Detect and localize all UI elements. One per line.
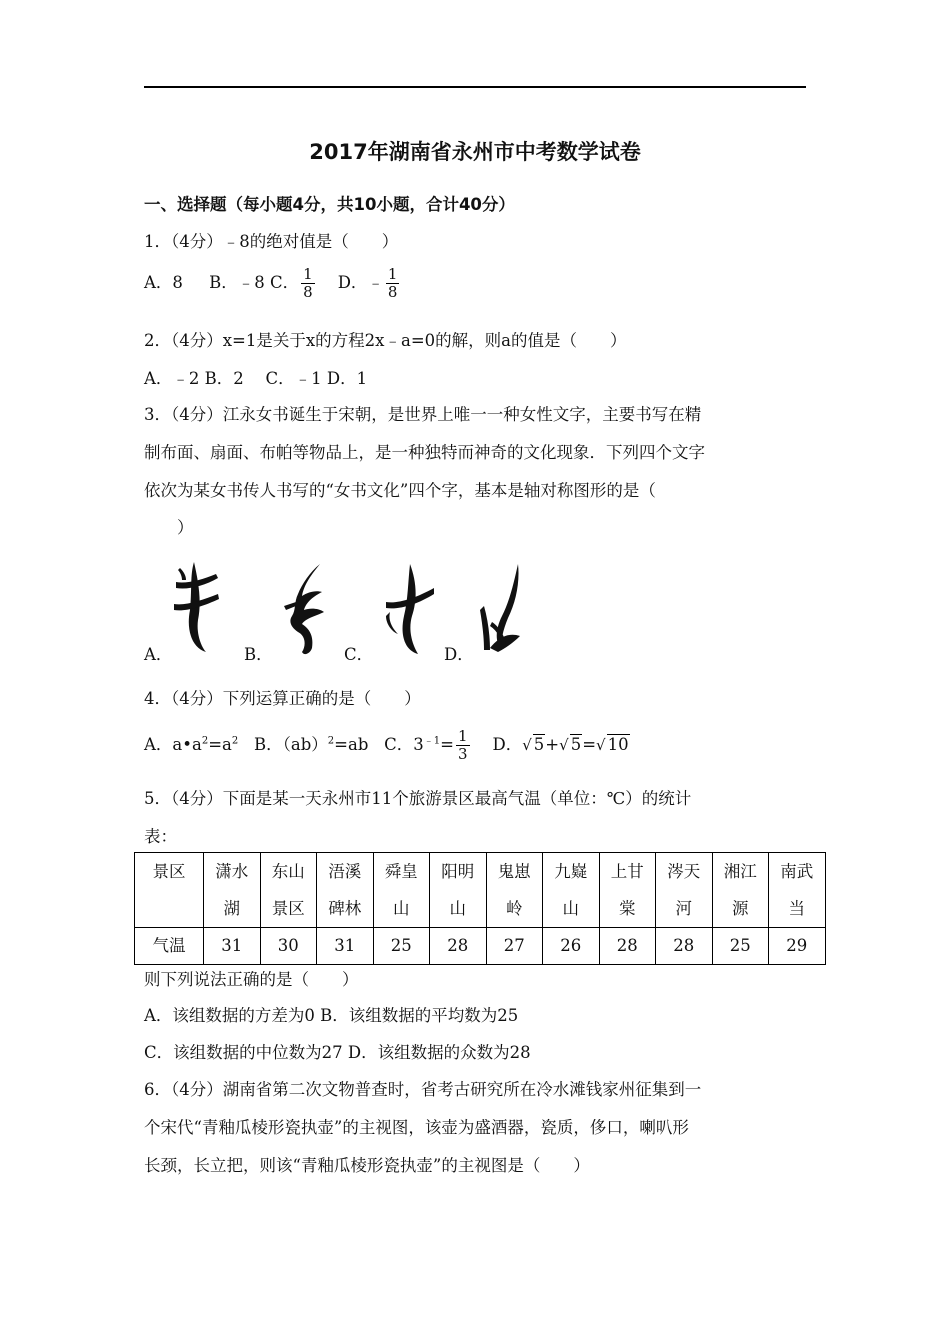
table-header-row — [135, 853, 826, 928]
q6-line-1: 6．（4分）湖南省第二次文物普查时，省考古研究所在冷水滩钱家州征集到一 — [144, 1080, 702, 1099]
q1-option-c: C． — [270, 273, 300, 292]
q4-d-equals: = — [582, 735, 597, 754]
q4-b-text: B．（ab） — [254, 735, 328, 754]
temp-cell: 29 — [769, 928, 826, 965]
q3-line-1: 3．（4分）江永女书诞生于宋朝，是世界上唯一一种女性文字，主要书写在精 — [144, 405, 702, 424]
nushu-glyph-a-image — [172, 560, 222, 655]
q1-stem: 1．（4分）﹣8的绝对值是（ ） — [144, 232, 399, 251]
q3-line-4: ） — [144, 518, 194, 537]
q3-label-d: D． — [444, 645, 474, 664]
q4-d-plus: + — [545, 735, 560, 754]
spot-name-line: 源 — [732, 899, 749, 918]
q4-option-a — [144, 735, 238, 754]
q4-a-equals: =a — [208, 735, 232, 754]
q3-label-b: B． — [244, 645, 273, 664]
q3-label-c: C． — [344, 645, 374, 664]
q4-c-exponent: ﹣1 — [423, 735, 441, 747]
q4-d-radicand: 5 — [570, 735, 582, 754]
q5-options-ab: A．该组数据的方差为0 B．该组数据的平均数为25 — [144, 1006, 519, 1025]
nushu-glyph-d-image — [478, 562, 528, 657]
section-heading: 一、选择题（每小题4分，共10小题，合计40分） — [144, 195, 515, 214]
spot-name-line: 鬼崽 — [497, 862, 531, 881]
spot-name-line: 舜皇 — [384, 862, 418, 881]
q4-c-text: C．3 — [384, 735, 424, 754]
spot-name-line: 景区 — [271, 899, 305, 918]
q4-d-radicand: 5 — [533, 735, 545, 754]
q5-line-1: 5．（4分）下面是某一天永州市11个旅游景区最高气温（单位：℃）的统计 — [144, 789, 692, 808]
q1-d-fraction — [386, 266, 400, 301]
table-row — [135, 928, 826, 965]
table-header-cell — [204, 853, 261, 928]
spot-name-line: 湘江 — [723, 862, 757, 881]
q5-prompt: 则下列说法正确的是（ ） — [144, 970, 359, 989]
q4-c-fraction — [456, 728, 470, 763]
sqrt-icon: √ — [522, 736, 532, 754]
table-row-label: 气温 — [135, 928, 204, 965]
spot-name-line: 岭 — [506, 899, 523, 918]
spot-name-line: 上甘 — [610, 862, 644, 881]
q4-option-d — [493, 735, 630, 754]
header-rule — [144, 86, 806, 88]
spot-name-line: 山 — [393, 899, 410, 918]
q4-c-equals: = — [440, 735, 454, 754]
fraction-denominator: 8 — [387, 283, 398, 301]
q4-d-radicand: 10 — [607, 735, 629, 754]
q5-options-cd: C．该组数据的中位数为27 D．该组数据的众数为28 — [144, 1043, 531, 1062]
q1-c-fraction — [301, 266, 315, 301]
q1-option-a: A．8 — [144, 273, 183, 292]
spot-name-line: 阳明 — [441, 862, 475, 881]
sqrt-icon: √ — [559, 736, 569, 754]
q3-line-3: 依次为某女书传人书写的“女书文化”四个字，基本是轴对称图形的是（ — [144, 481, 656, 500]
q4-b-result: =ab — [334, 735, 369, 754]
temp-cell: 28 — [599, 928, 656, 965]
table-header-cell — [769, 853, 826, 928]
q4-b-exponent: 2 — [327, 735, 335, 747]
table-header-cell — [486, 853, 543, 928]
spot-name-line: 潇水 — [215, 862, 249, 881]
page-title: 2017年湖南省永州市中考数学试卷 — [309, 140, 641, 164]
fraction-denominator: 8 — [303, 283, 313, 301]
q6-line-2: 个宋代“青釉瓜棱形瓷执壶”的主视图，该壶为盛酒器，瓷质，侈口，喇叭形 — [144, 1118, 689, 1137]
q1-option-b: B．﹣8 — [209, 273, 265, 292]
q5-line-2: 表： — [144, 827, 177, 846]
fraction-denominator: 3 — [457, 745, 468, 763]
temp-cell: 27 — [486, 928, 543, 965]
table-header-cell — [543, 853, 600, 928]
nushu-glyph-b-image — [282, 562, 332, 657]
spot-name-line: 当 — [788, 899, 805, 918]
spot-name-line: 棠 — [619, 899, 636, 918]
q4-a-exponent: 2 — [201, 735, 209, 747]
q4-a-exponent: 2 — [231, 735, 239, 747]
sqrt-icon: √ — [596, 736, 606, 754]
spot-name-line: 涔天 — [667, 862, 701, 881]
temp-cell: 26 — [543, 928, 600, 965]
table-header-cell — [712, 853, 769, 928]
table-header-cell — [317, 853, 374, 928]
spot-name-line: 湖 — [223, 899, 240, 918]
nushu-glyph-c-image — [382, 562, 437, 657]
table-header-cell — [373, 853, 430, 928]
spot-name-line: 浯溪 — [328, 862, 362, 881]
spot-name-line: 九嶷 — [554, 862, 588, 881]
q2-options: A．﹣2 B．2 C．﹣1 D．1 — [144, 369, 368, 388]
q4-option-c — [384, 727, 471, 763]
q3-line-2: 制布面、扇面、布帕等物品上，是一种独特而神奇的文化现象．下列四个文字 — [144, 443, 705, 462]
q4-stem: 4．（4分）下列运算正确的是（ ） — [144, 689, 421, 708]
q2-stem: 2．（4分）x=1是关于x的方程2x﹣a=0的解，则a的值是（ ） — [144, 331, 627, 350]
table-header-cell — [260, 853, 317, 928]
temp-cell: 25 — [373, 928, 430, 965]
table-header-cell — [430, 853, 487, 928]
spot-name-line: 山 — [562, 899, 579, 918]
temp-cell: 25 — [712, 928, 769, 965]
temp-cell: 31 — [317, 928, 374, 965]
table-header-label: 景区 — [135, 853, 204, 928]
q4-options — [144, 728, 630, 763]
temperature-table — [134, 852, 826, 965]
q3-label-a: A． — [144, 645, 173, 664]
table-header-cell — [599, 853, 656, 928]
spot-name-line: 碑林 — [328, 899, 362, 918]
fraction-numerator: 1 — [303, 265, 313, 283]
q1-option-d: D．﹣ — [337, 273, 384, 292]
spot-name-line: 河 — [675, 899, 692, 918]
temp-cell: 28 — [656, 928, 713, 965]
q4-option-b — [254, 735, 368, 754]
table-header-cell — [656, 853, 713, 928]
fraction-numerator: 1 — [457, 727, 468, 745]
q4-d-text: D． — [492, 735, 523, 754]
fraction-numerator: 1 — [387, 265, 398, 283]
q4-a-text: A．a•a — [144, 735, 202, 754]
q1-options — [144, 266, 401, 301]
q6-line-3: 长颈，长立把，则该“青釉瓜棱形瓷执壶”的主视图是（ ） — [144, 1156, 590, 1175]
temp-cell: 30 — [260, 928, 317, 965]
temp-cell: 28 — [430, 928, 487, 965]
spot-name-line: 东山 — [271, 862, 305, 881]
spot-name-line: 山 — [449, 899, 466, 918]
spot-name-line: 南武 — [780, 862, 814, 881]
temp-cell: 31 — [204, 928, 261, 965]
